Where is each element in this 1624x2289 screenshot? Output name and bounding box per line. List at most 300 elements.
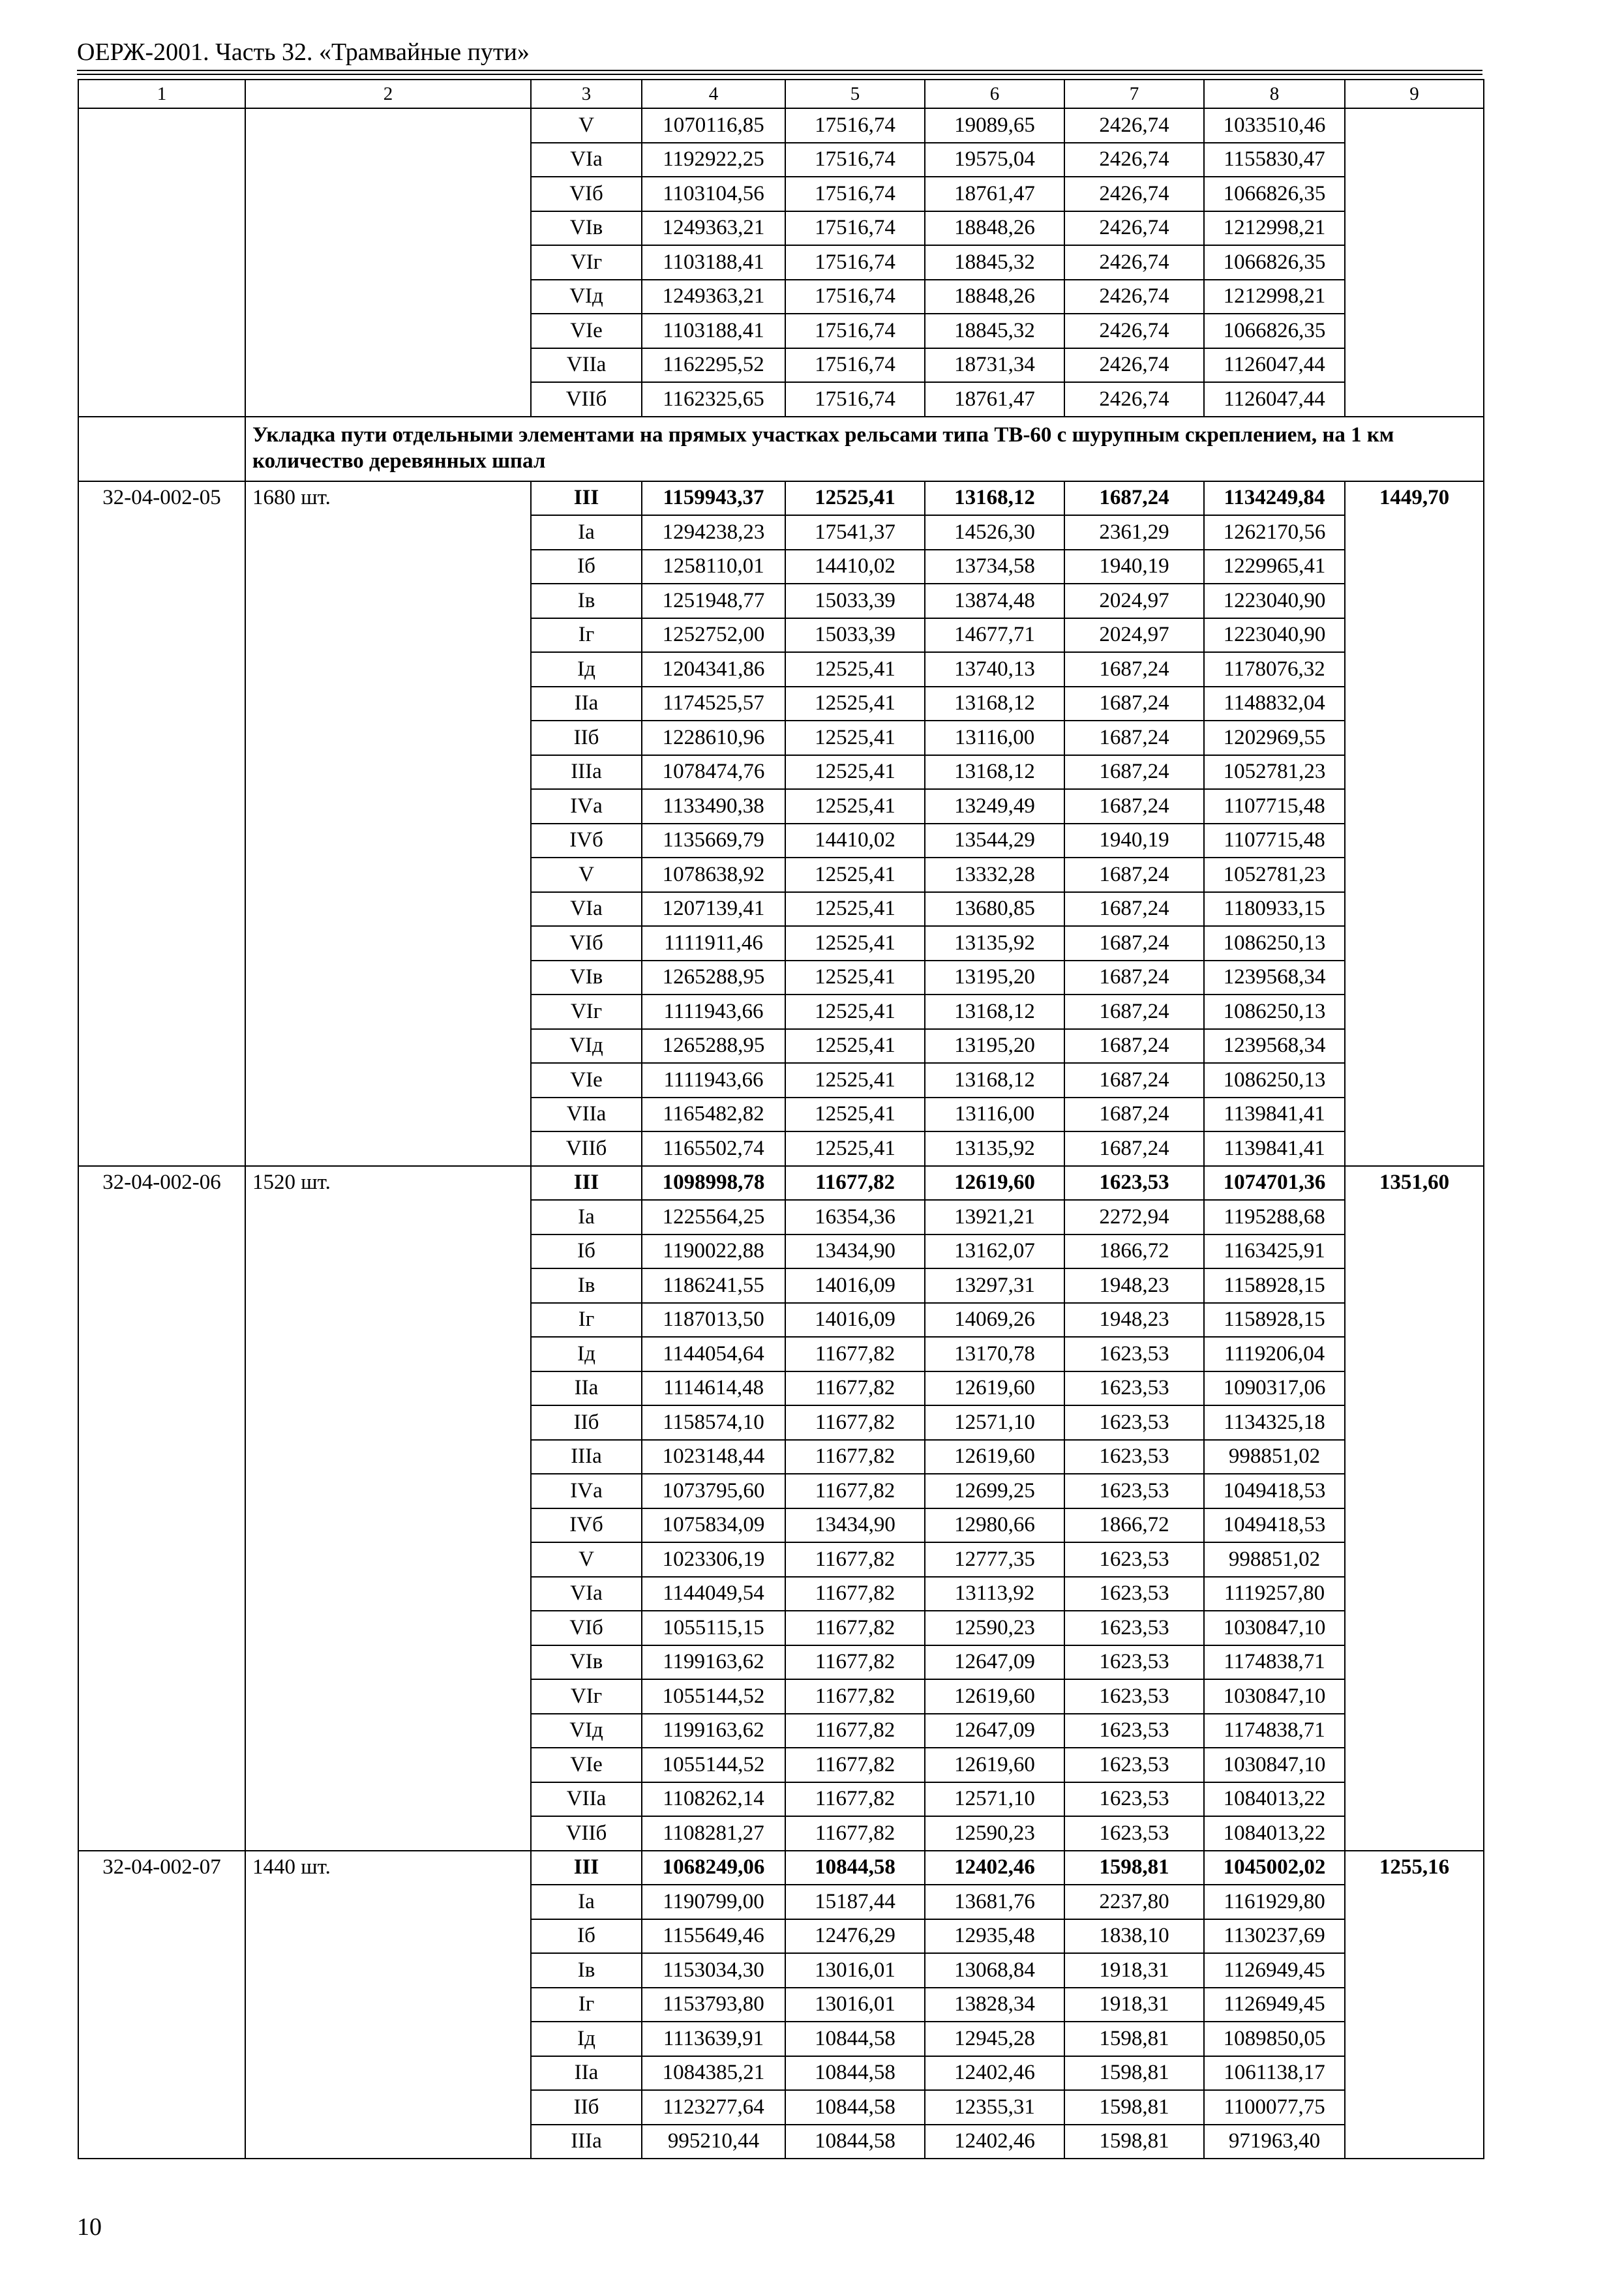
value-cell: 1126047,44 (1204, 348, 1345, 383)
value-cell: 13434,90 (785, 1234, 925, 1269)
value-cell: 1155649,46 (642, 1919, 785, 1954)
value-cell: 1123277,64 (642, 2090, 785, 2125)
value-cell: 1144049,54 (642, 1577, 785, 1611)
zone-cell: VIг (531, 1679, 642, 1714)
value-cell: 1623,53 (1064, 1337, 1204, 1371)
value-cell: 15033,39 (785, 584, 925, 618)
value-cell: 1225564,25 (642, 1200, 785, 1234)
value-cell: 12525,41 (785, 1098, 925, 1132)
value-cell: 2426,74 (1064, 280, 1204, 314)
value-cell: 18731,34 (925, 348, 1064, 383)
value-cell: 12355,31 (925, 2090, 1064, 2125)
code-cell: 32-04-002-06 (78, 1166, 245, 1851)
value-cell: 1023306,19 (642, 1542, 785, 1577)
value-cell: 1687,24 (1064, 1029, 1204, 1064)
value-cell: 1086250,13 (1204, 995, 1345, 1029)
zone-cell: VIе (531, 314, 642, 348)
value-cell: 1262170,56 (1204, 515, 1345, 550)
value-cell: 1086250,13 (1204, 1063, 1345, 1098)
value-cell: 2426,74 (1064, 143, 1204, 177)
col9-cell: 1351,60 (1345, 1166, 1484, 1851)
value-cell: 14410,02 (785, 824, 925, 858)
value-cell: 1199163,62 (642, 1714, 785, 1748)
value-cell: 1687,24 (1064, 1098, 1204, 1132)
value-cell: 1623,53 (1064, 1371, 1204, 1406)
value-cell: 1265288,95 (642, 961, 785, 995)
value-cell: 1598,81 (1064, 1851, 1204, 1885)
value-cell: 19089,65 (925, 108, 1064, 143)
value-cell: 2024,97 (1064, 584, 1204, 618)
value-cell: 18848,26 (925, 280, 1064, 314)
zone-cell: V (531, 858, 642, 892)
value-cell: 10844,58 (785, 2022, 925, 2056)
value-cell: 1239568,34 (1204, 961, 1345, 995)
value-cell: 13068,84 (925, 1953, 1064, 1988)
zone-cell: VIд (531, 1029, 642, 1064)
value-cell: 12699,25 (925, 1474, 1064, 1508)
value-cell: 1251948,77 (642, 584, 785, 618)
value-cell: 13113,92 (925, 1577, 1064, 1611)
value-cell: 1623,53 (1064, 1474, 1204, 1508)
zone-cell: VIб (531, 1611, 642, 1645)
value-cell: 1687,24 (1064, 652, 1204, 687)
value-cell: 10844,58 (785, 2090, 925, 2125)
value-cell: 12935,48 (925, 1919, 1064, 1954)
document-header-title: ОЕРЖ-2001. Часть 32. «Трамвайные пути» (77, 38, 530, 66)
zone-cell: III (531, 1166, 642, 1201)
value-cell: 1190022,88 (642, 1234, 785, 1269)
value-cell: 11677,82 (785, 1542, 925, 1577)
value-cell: 1108281,27 (642, 1816, 785, 1851)
value-cell: 12590,23 (925, 1611, 1064, 1645)
zone-cell: VIа (531, 143, 642, 177)
value-cell: 1623,53 (1064, 1645, 1204, 1680)
zone-cell: Iг (531, 1988, 642, 2022)
value-cell: 14016,09 (785, 1303, 925, 1338)
value-cell: 13162,07 (925, 1234, 1064, 1269)
value-cell: 19575,04 (925, 143, 1064, 177)
value-cell: 1687,24 (1064, 481, 1204, 516)
value-cell: 1165482,82 (642, 1098, 785, 1132)
value-cell: 12619,60 (925, 1440, 1064, 1474)
value-cell: 1030847,10 (1204, 1748, 1345, 1782)
value-cell: 1126047,44 (1204, 382, 1345, 417)
value-cell: 1918,31 (1064, 1988, 1204, 2022)
value-cell: 11677,82 (785, 1405, 925, 1440)
column-number-cell: 5 (785, 80, 925, 108)
code-cell (78, 108, 245, 417)
value-cell: 12476,29 (785, 1919, 925, 1954)
value-cell: 1090317,06 (1204, 1371, 1345, 1406)
value-cell: 1158574,10 (642, 1405, 785, 1440)
value-cell: 12525,41 (785, 961, 925, 995)
value-cell: 12525,41 (785, 858, 925, 892)
value-cell: 1202969,55 (1204, 721, 1345, 755)
value-cell: 12402,46 (925, 2056, 1064, 2091)
zone-cell: IIа (531, 2056, 642, 2091)
value-cell: 11677,82 (785, 1166, 925, 1201)
value-cell: 14677,71 (925, 618, 1064, 653)
value-cell: 11677,82 (785, 1440, 925, 1474)
value-cell: 12402,46 (925, 1851, 1064, 1885)
zone-cell: III (531, 1851, 642, 1885)
zone-cell: IVа (531, 789, 642, 824)
value-cell: 1838,10 (1064, 1919, 1204, 1954)
value-cell: 2426,74 (1064, 348, 1204, 383)
value-cell: 1045002,02 (1204, 1851, 1345, 1885)
value-cell: 1223040,90 (1204, 584, 1345, 618)
value-cell: 13016,01 (785, 1953, 925, 1988)
value-cell: 2361,29 (1064, 515, 1204, 550)
zone-cell: VIв (531, 1645, 642, 1680)
value-cell: 17541,37 (785, 515, 925, 550)
zone-cell: IIIа (531, 755, 642, 790)
column-number-cell: 8 (1204, 80, 1345, 108)
name-cell: 1680 шт. (245, 481, 531, 1166)
value-cell: 1158928,15 (1204, 1303, 1345, 1338)
value-cell: 1111943,66 (642, 995, 785, 1029)
value-cell: 1687,24 (1064, 1063, 1204, 1098)
value-cell: 1687,24 (1064, 755, 1204, 790)
value-cell: 13168,12 (925, 995, 1064, 1029)
value-cell: 12619,60 (925, 1371, 1064, 1406)
value-cell: 17516,74 (785, 211, 925, 246)
value-cell: 1066826,35 (1204, 314, 1345, 348)
zone-cell: Iв (531, 1953, 642, 1988)
zone-cell: VIд (531, 1714, 642, 1748)
value-cell: 12619,60 (925, 1679, 1064, 1714)
value-cell: 12525,41 (785, 687, 925, 721)
value-cell: 1192922,25 (642, 143, 785, 177)
value-cell: 1114614,48 (642, 1371, 785, 1406)
value-cell: 1623,53 (1064, 1166, 1204, 1201)
value-cell: 1126949,45 (1204, 1953, 1345, 1988)
value-cell: 11677,82 (785, 1645, 925, 1680)
value-cell: 13680,85 (925, 892, 1064, 927)
value-cell: 1174838,71 (1204, 1645, 1345, 1680)
rates-table (78, 79, 1484, 2159)
section-heading: Укладка пути отдельными элементами на прямых участках рельсами типа ТВ-60 с шурупным скреплением, на 1 км количество деревянных шпал (245, 417, 1484, 481)
col9-cell (1345, 108, 1484, 417)
value-cell: 1153034,30 (642, 1953, 785, 1988)
value-cell: 1103104,56 (642, 177, 785, 211)
value-cell: 14016,09 (785, 1268, 925, 1303)
zone-cell: IVб (531, 1508, 642, 1543)
value-cell: 2237,80 (1064, 1885, 1204, 1919)
value-cell: 12590,23 (925, 1816, 1064, 1851)
rates-table-body (78, 80, 1484, 2159)
value-cell: 1598,81 (1064, 2022, 1204, 2056)
value-cell: 2426,74 (1064, 314, 1204, 348)
value-cell: 12619,60 (925, 1748, 1064, 1782)
value-cell: 1195288,68 (1204, 1200, 1345, 1234)
value-cell: 1052781,23 (1204, 755, 1345, 790)
value-cell: 12619,60 (925, 1166, 1064, 1201)
value-cell: 1174838,71 (1204, 1714, 1345, 1748)
value-cell: 1030847,10 (1204, 1611, 1345, 1645)
value-cell: 1113639,91 (642, 2022, 785, 2056)
value-cell: 1066826,35 (1204, 245, 1345, 280)
zone-cell: IIIа (531, 2125, 642, 2159)
value-cell: 1049418,53 (1204, 1508, 1345, 1543)
column-number-cell: 1 (78, 80, 245, 108)
value-cell: 10844,58 (785, 2056, 925, 2091)
value-cell: 1623,53 (1064, 1816, 1204, 1851)
value-cell: 1249363,21 (642, 280, 785, 314)
value-cell: 16354,36 (785, 1200, 925, 1234)
value-cell: 11677,82 (785, 1782, 925, 1817)
value-cell: 12647,09 (925, 1714, 1064, 1748)
value-cell: 1098998,78 (642, 1166, 785, 1201)
value-cell: 13921,21 (925, 1200, 1064, 1234)
value-cell: 17516,74 (785, 108, 925, 143)
zone-cell: VIе (531, 1063, 642, 1098)
value-cell: 1687,24 (1064, 789, 1204, 824)
zone-cell: VIд (531, 280, 642, 314)
value-cell: 12647,09 (925, 1645, 1064, 1680)
value-cell: 1055115,15 (642, 1611, 785, 1645)
column-number-cell: 4 (642, 80, 785, 108)
value-cell: 971963,40 (1204, 2125, 1345, 2159)
value-cell: 17516,74 (785, 348, 925, 383)
zone-cell: Iа (531, 1200, 642, 1234)
value-cell: 1687,24 (1064, 721, 1204, 755)
col9-cell: 1449,70 (1345, 481, 1484, 1166)
value-cell: 1130237,69 (1204, 1919, 1345, 1954)
value-cell: 13195,20 (925, 1029, 1064, 1064)
value-cell: 18761,47 (925, 382, 1064, 417)
zone-cell: Iа (531, 1885, 642, 1919)
value-cell: 1229965,41 (1204, 550, 1345, 584)
value-cell: 1086250,13 (1204, 926, 1345, 961)
value-cell: 1258110,01 (642, 550, 785, 584)
value-cell: 1207139,41 (642, 892, 785, 927)
table-row (78, 481, 1484, 516)
value-cell: 1623,53 (1064, 1405, 1204, 1440)
name-cell: 1440 шт. (245, 1851, 531, 2159)
value-cell: 12571,10 (925, 1782, 1064, 1817)
value-cell: 1119206,04 (1204, 1337, 1345, 1371)
value-cell: 11677,82 (785, 1816, 925, 1851)
table-row (78, 1166, 1484, 1201)
value-cell: 17516,74 (785, 177, 925, 211)
value-cell: 1204341,86 (642, 652, 785, 687)
value-cell: 1073795,60 (642, 1474, 785, 1508)
zone-cell: Iв (531, 584, 642, 618)
value-cell: 1161929,80 (1204, 1885, 1345, 1919)
value-cell: 998851,02 (1204, 1542, 1345, 1577)
value-cell: 1070116,85 (642, 108, 785, 143)
value-cell: 1180933,15 (1204, 892, 1345, 927)
value-cell: 1078638,92 (642, 858, 785, 892)
value-cell: 1623,53 (1064, 1714, 1204, 1748)
zone-cell: Iб (531, 550, 642, 584)
zone-cell: VIIб (531, 1816, 642, 1851)
value-cell: 11677,82 (785, 1714, 925, 1748)
value-cell: 13135,92 (925, 926, 1064, 961)
value-cell: 1940,19 (1064, 824, 1204, 858)
name-cell: 1520 шт. (245, 1166, 531, 1851)
zone-cell: IVа (531, 1474, 642, 1508)
zone-cell: VIIб (531, 1131, 642, 1166)
zone-cell: VIб (531, 177, 642, 211)
zone-cell: VIIа (531, 348, 642, 383)
code-cell: 32-04-002-07 (78, 1851, 245, 2159)
value-cell: 1139841,41 (1204, 1098, 1345, 1132)
value-cell: 14410,02 (785, 550, 925, 584)
zone-cell: Iг (531, 1303, 642, 1338)
value-cell: 1023148,44 (642, 1440, 785, 1474)
value-cell: 13016,01 (785, 1988, 925, 2022)
value-cell: 1623,53 (1064, 1679, 1204, 1714)
value-cell: 1159943,37 (642, 481, 785, 516)
value-cell: 1134249,84 (1204, 481, 1345, 516)
value-cell: 1228610,96 (642, 721, 785, 755)
value-cell: 1052781,23 (1204, 858, 1345, 892)
value-cell: 1687,24 (1064, 892, 1204, 927)
value-cell: 2272,94 (1064, 1200, 1204, 1234)
value-cell: 1158928,15 (1204, 1268, 1345, 1303)
value-cell: 14526,30 (925, 515, 1064, 550)
value-cell: 1623,53 (1064, 1440, 1204, 1474)
value-cell: 998851,02 (1204, 1440, 1345, 1474)
column-number-row (78, 80, 1484, 108)
value-cell: 1108262,14 (642, 1782, 785, 1817)
zone-cell: VIб (531, 926, 642, 961)
value-cell: 1918,31 (1064, 1953, 1204, 1988)
value-cell: 1265288,95 (642, 1029, 785, 1064)
zone-cell: IIа (531, 1371, 642, 1406)
page-number: 10 (77, 2213, 102, 2241)
value-cell: 1055144,52 (642, 1679, 785, 1714)
value-cell: 1068249,06 (642, 1851, 785, 1885)
column-number-cell: 7 (1064, 80, 1204, 108)
zone-cell: VIIа (531, 1782, 642, 1817)
value-cell: 1687,24 (1064, 687, 1204, 721)
value-cell: 13681,76 (925, 1885, 1064, 1919)
value-cell: 1687,24 (1064, 926, 1204, 961)
value-cell: 11677,82 (785, 1337, 925, 1371)
value-cell: 2426,74 (1064, 177, 1204, 211)
zone-cell: Iд (531, 2022, 642, 2056)
value-cell: 1186241,55 (642, 1268, 785, 1303)
table-row (78, 108, 1484, 143)
value-cell: 11677,82 (785, 1679, 925, 1714)
value-cell: 12525,41 (785, 789, 925, 824)
code-cell: 32-04-002-05 (78, 481, 245, 1166)
zone-cell: V (531, 108, 642, 143)
value-cell: 13544,29 (925, 824, 1064, 858)
zone-cell: Iв (531, 1268, 642, 1303)
value-cell: 11677,82 (785, 1611, 925, 1645)
value-cell: 12525,41 (785, 755, 925, 790)
value-cell: 13195,20 (925, 961, 1064, 995)
value-cell: 13135,92 (925, 1131, 1064, 1166)
value-cell: 12525,41 (785, 721, 925, 755)
value-cell: 13116,00 (925, 721, 1064, 755)
value-cell: 1078474,76 (642, 755, 785, 790)
value-cell: 15187,44 (785, 1885, 925, 1919)
value-cell: 1687,24 (1064, 961, 1204, 995)
value-cell: 2426,74 (1064, 211, 1204, 246)
value-cell: 13168,12 (925, 687, 1064, 721)
zone-cell: Iг (531, 618, 642, 653)
value-cell: 1623,53 (1064, 1577, 1204, 1611)
value-cell: 1940,19 (1064, 550, 1204, 584)
value-cell: 1687,24 (1064, 995, 1204, 1029)
value-cell: 1148832,04 (1204, 687, 1345, 721)
value-cell: 12980,66 (925, 1508, 1064, 1543)
value-cell: 1155830,47 (1204, 143, 1345, 177)
zone-cell: V (531, 1542, 642, 1577)
value-cell: 1199163,62 (642, 1645, 785, 1680)
zone-cell: VIа (531, 1577, 642, 1611)
value-cell: 12571,10 (925, 1405, 1064, 1440)
zone-cell: VIг (531, 995, 642, 1029)
value-cell: 1089850,05 (1204, 2022, 1345, 2056)
value-cell: 1030847,10 (1204, 1679, 1345, 1714)
value-cell: 14069,26 (925, 1303, 1064, 1338)
header-rule-top (77, 70, 1482, 71)
zone-cell: Iб (531, 1919, 642, 1954)
value-cell: 13874,48 (925, 584, 1064, 618)
value-cell: 10844,58 (785, 1851, 925, 1885)
zone-cell: VIв (531, 961, 642, 995)
value-cell: 1061138,17 (1204, 2056, 1345, 2091)
value-cell: 13434,90 (785, 1508, 925, 1543)
value-cell: 17516,74 (785, 280, 925, 314)
value-cell: 1223040,90 (1204, 618, 1345, 653)
value-cell: 1598,81 (1064, 2090, 1204, 2125)
value-cell: 1107715,48 (1204, 789, 1345, 824)
value-cell: 13170,78 (925, 1337, 1064, 1371)
value-cell: 13168,12 (925, 1063, 1064, 1098)
value-cell: 12402,46 (925, 2125, 1064, 2159)
value-cell: 1212998,21 (1204, 280, 1345, 314)
zone-cell: IIб (531, 2090, 642, 2125)
value-cell: 1252752,00 (642, 618, 785, 653)
value-cell: 12777,35 (925, 1542, 1064, 1577)
zone-cell: Iд (531, 652, 642, 687)
value-cell: 17516,74 (785, 245, 925, 280)
value-cell: 1249363,21 (642, 211, 785, 246)
value-cell: 1165502,74 (642, 1131, 785, 1166)
zone-cell: IVб (531, 824, 642, 858)
value-cell: 1084013,22 (1204, 1816, 1345, 1851)
value-cell: 1111911,46 (642, 926, 785, 961)
value-cell: 1866,72 (1064, 1234, 1204, 1269)
zone-cell: VIIа (531, 1098, 642, 1132)
value-cell: 1948,23 (1064, 1268, 1204, 1303)
value-cell: 1153793,80 (642, 1988, 785, 2022)
zone-cell: VIв (531, 211, 642, 246)
value-cell: 1084385,21 (642, 2056, 785, 2091)
zone-cell: IIб (531, 721, 642, 755)
value-cell: 18848,26 (925, 211, 1064, 246)
value-cell: 1055144,52 (642, 1748, 785, 1782)
value-cell: 13297,31 (925, 1268, 1064, 1303)
value-cell: 1126949,45 (1204, 1988, 1345, 2022)
section-heading-spacer (78, 417, 245, 481)
value-cell: 12525,41 (785, 481, 925, 516)
value-cell: 2426,74 (1064, 382, 1204, 417)
value-cell: 13828,34 (925, 1988, 1064, 2022)
zone-cell: Iд (531, 1337, 642, 1371)
value-cell: 1162325,65 (642, 382, 785, 417)
value-cell: 1598,81 (1064, 2125, 1204, 2159)
value-cell: 1103188,41 (642, 245, 785, 280)
value-cell: 12525,41 (785, 1131, 925, 1166)
